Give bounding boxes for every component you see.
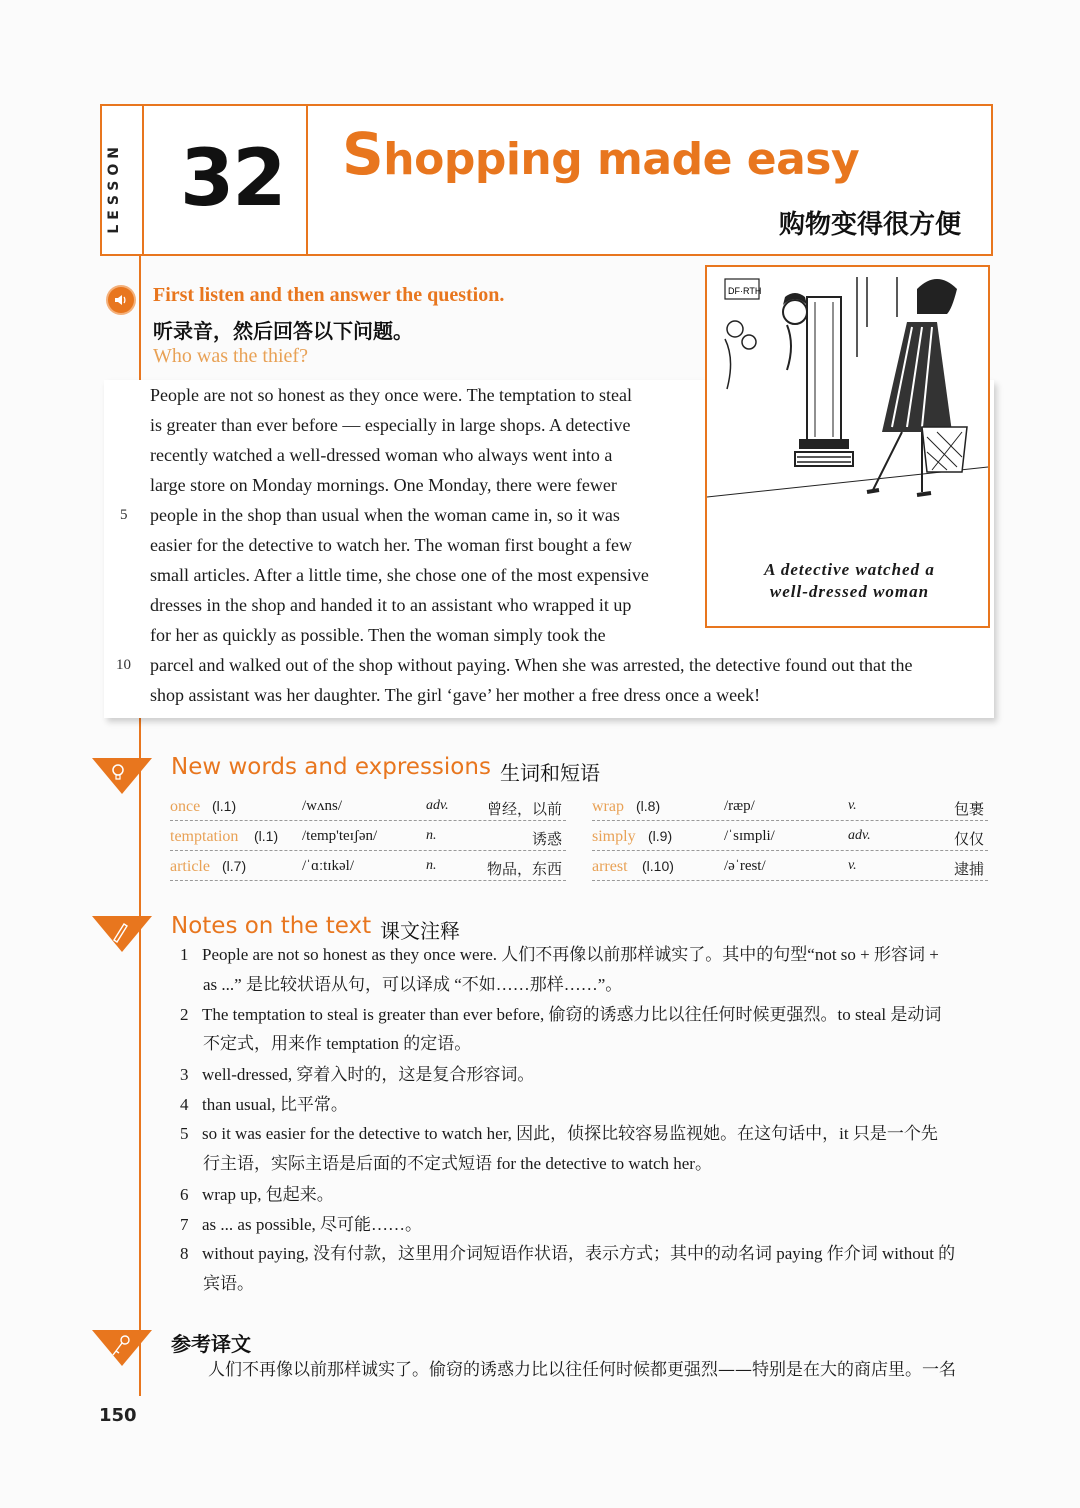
shop-sign-text: DF·RTH (728, 286, 762, 296)
speaker-icon[interactable] (108, 287, 134, 313)
vocab-word: article (170, 858, 210, 875)
text-line: dresses in the shop and handed it to an assistant who wrapped it up (150, 595, 632, 615)
text-line: easier for the detective to watch her. The woman first bought a few (150, 535, 632, 555)
note-text-continued: 行主语，实际主语是后面的不定式短语 for the detective to watch her。 (203, 1154, 712, 1173)
line-number: 10 (116, 657, 131, 673)
note-text: The temptation to steal is greater than ever before, 偷窃的诱惑力比以往任何时候更强烈。to steal 是动词 (202, 1005, 942, 1024)
lesson-header (100, 104, 993, 256)
vocab-meaning: 包裹 (953, 800, 984, 818)
vocab-word: arrest (592, 858, 628, 875)
note-number: 4 (180, 1095, 189, 1114)
note-number: 1 (180, 945, 189, 964)
reference-title: 参考译文 (171, 1332, 251, 1356)
vocab-phonetic: /temp'teɪʃən/ (302, 828, 378, 844)
note-item (180, 1210, 422, 1240)
vocab-meaning: 曾经，以前 (486, 800, 562, 818)
note-text: without paying, 没有付款，这里用介词短语作状语，表示方式；其中的动名词 paying 作介词 without 的 (202, 1244, 956, 1263)
text-line: small articles. After a little time, she chose one of the most expensive (150, 565, 649, 585)
note-item (180, 1090, 348, 1120)
page-number: 150 (99, 1405, 137, 1426)
lesson-label: LESSON (106, 142, 122, 234)
lesson-title-chinese: 购物变得很方便 (778, 210, 961, 240)
note-item (180, 1119, 938, 1149)
illustration-frame (705, 265, 990, 628)
lesson-number: 32 (180, 134, 285, 224)
vocab-line-ref: (l.7) (222, 858, 247, 874)
note-text: as ... as possible, 尽可能……。 (202, 1215, 423, 1234)
vocab-line-ref: (l.1) (212, 798, 237, 814)
vocab-word: temptation (170, 828, 239, 845)
text-line: recently watched a well-dressed woman who always went into a (150, 445, 613, 465)
vocab-row (170, 792, 566, 821)
vocab-pos: v. (848, 858, 857, 873)
text-line: shop assistant was her daughter. The girl ‘gave’ her mother a free dress once a week! (150, 685, 761, 705)
text-line: People are not so honest as they once were. The temptation to steal (150, 385, 633, 405)
vocab-row (170, 852, 566, 881)
vocab-section-title: New words and expressions (171, 754, 491, 780)
vocab-row (592, 792, 988, 821)
lightbulb-icon (92, 758, 152, 794)
instruction-english: First listen and then answer the question. (153, 284, 505, 306)
vocab-line-ref: (l.1) (254, 828, 279, 844)
vocab-line-ref: (l.8) (636, 798, 661, 814)
lesson-label-column (102, 106, 144, 254)
vocab-meaning: 仅仅 (953, 830, 984, 848)
notes-section-title-chinese: 课文注释 (380, 919, 460, 943)
vocab-phonetic: /ˈsɪmpli/ (724, 828, 775, 844)
vocab-phonetic: /ˈɑːtɪkəl/ (302, 858, 355, 874)
lesson-title-initial: S (342, 120, 384, 188)
note-text: than usual, 比平常。 (202, 1095, 348, 1114)
vocab-phonetic: /əˈrest/ (724, 858, 766, 874)
vocab-row (170, 822, 566, 851)
text-line: for her as quickly as possible. Then the woman simply took the (150, 625, 606, 645)
note-text-continued: 不定式，用来作 temptation 的定语。 (203, 1034, 472, 1053)
vocab-pos: adv. (848, 828, 871, 843)
note-text-continued: 宾语。 (203, 1274, 254, 1293)
note-item (180, 1239, 955, 1269)
note-number: 3 (180, 1065, 189, 1084)
note-text: so it was easier for the detective to watch her, 因此，侦探比较容易监视她。在这句话中，it 只是一个先 (202, 1124, 938, 1143)
note-text-continued: as ...” 是比较状语从句，可以译成 “不如……那样……”。 (203, 975, 623, 994)
text-line: is greater than ever before — especially in large shops. A detective (150, 415, 631, 435)
vocab-row (592, 852, 988, 881)
note-number: 8 (180, 1244, 189, 1263)
text-line: people in the shop than usual when the woman came in, so it was (150, 505, 620, 525)
vocab-row (592, 822, 988, 851)
vocab-phonetic: /wʌns/ (302, 798, 343, 814)
vocab-word: once (170, 798, 201, 815)
question: Who was the thief? (153, 345, 308, 367)
line-number: 5 (120, 507, 128, 523)
vocab-line-ref: (l.10) (642, 858, 674, 874)
note-number: 2 (180, 1005, 189, 1024)
vocab-section-title-chinese: 生词和短语 (500, 761, 600, 785)
reference-text: 人们不再像以前那样诚实了。偷窃的诱惑力比以往任何时候都更强烈——特别是在大的商店里。一名 (208, 1360, 956, 1380)
lesson-number-column (144, 106, 308, 254)
note-number: 5 (180, 1124, 189, 1143)
vocab-word: wrap (592, 798, 624, 815)
note-text: wrap up, 包起来。 (202, 1185, 334, 1204)
vocab-meaning: 逮捕 (953, 860, 984, 878)
illustration-caption (707, 559, 992, 603)
vocab-pos: v. (848, 798, 857, 813)
note-item (180, 1000, 941, 1030)
pen-icon (92, 916, 152, 952)
note-number: 6 (180, 1185, 189, 1204)
detective-illustration (707, 267, 988, 552)
instruction-chinese: 听录音，然后回答以下问题。 (153, 319, 413, 343)
vocab-pos: adv. (426, 798, 449, 813)
text-line: large store on Monday mornings. One Monday, there were fewer (150, 475, 617, 495)
note-text: People are not so honest as they once were. 人们不再像以前那样诚实了。其中的句型“not so + 形容词 + (202, 945, 939, 964)
lesson-title (342, 120, 859, 188)
vocab-line-ref: (l.9) (648, 828, 673, 844)
vocab-phonetic: /ræp/ (724, 798, 755, 814)
note-item (180, 940, 939, 970)
vocab-pos: n. (426, 828, 437, 843)
caption-line: A detective watched a (764, 560, 935, 579)
note-item (180, 1180, 334, 1210)
key-icon (92, 1330, 152, 1366)
notes-section-title: Notes on the text (171, 913, 372, 939)
lesson-title-rest: hopping made easy (383, 134, 860, 185)
caption-line: well-dressed woman (769, 582, 930, 601)
note-item (180, 1060, 534, 1090)
note-text: well-dressed, 穿着入时的，这是复合形容词。 (202, 1065, 535, 1084)
text-line: parcel and walked out of the shop without paying. When she was arrested, the detective found out that the (150, 655, 913, 675)
note-number: 7 (180, 1215, 189, 1234)
vocab-meaning: 诱惑 (531, 830, 562, 848)
vocab-pos: n. (426, 858, 437, 873)
vocab-word: simply (592, 828, 636, 845)
vocab-meaning: 物品，东西 (486, 860, 562, 878)
